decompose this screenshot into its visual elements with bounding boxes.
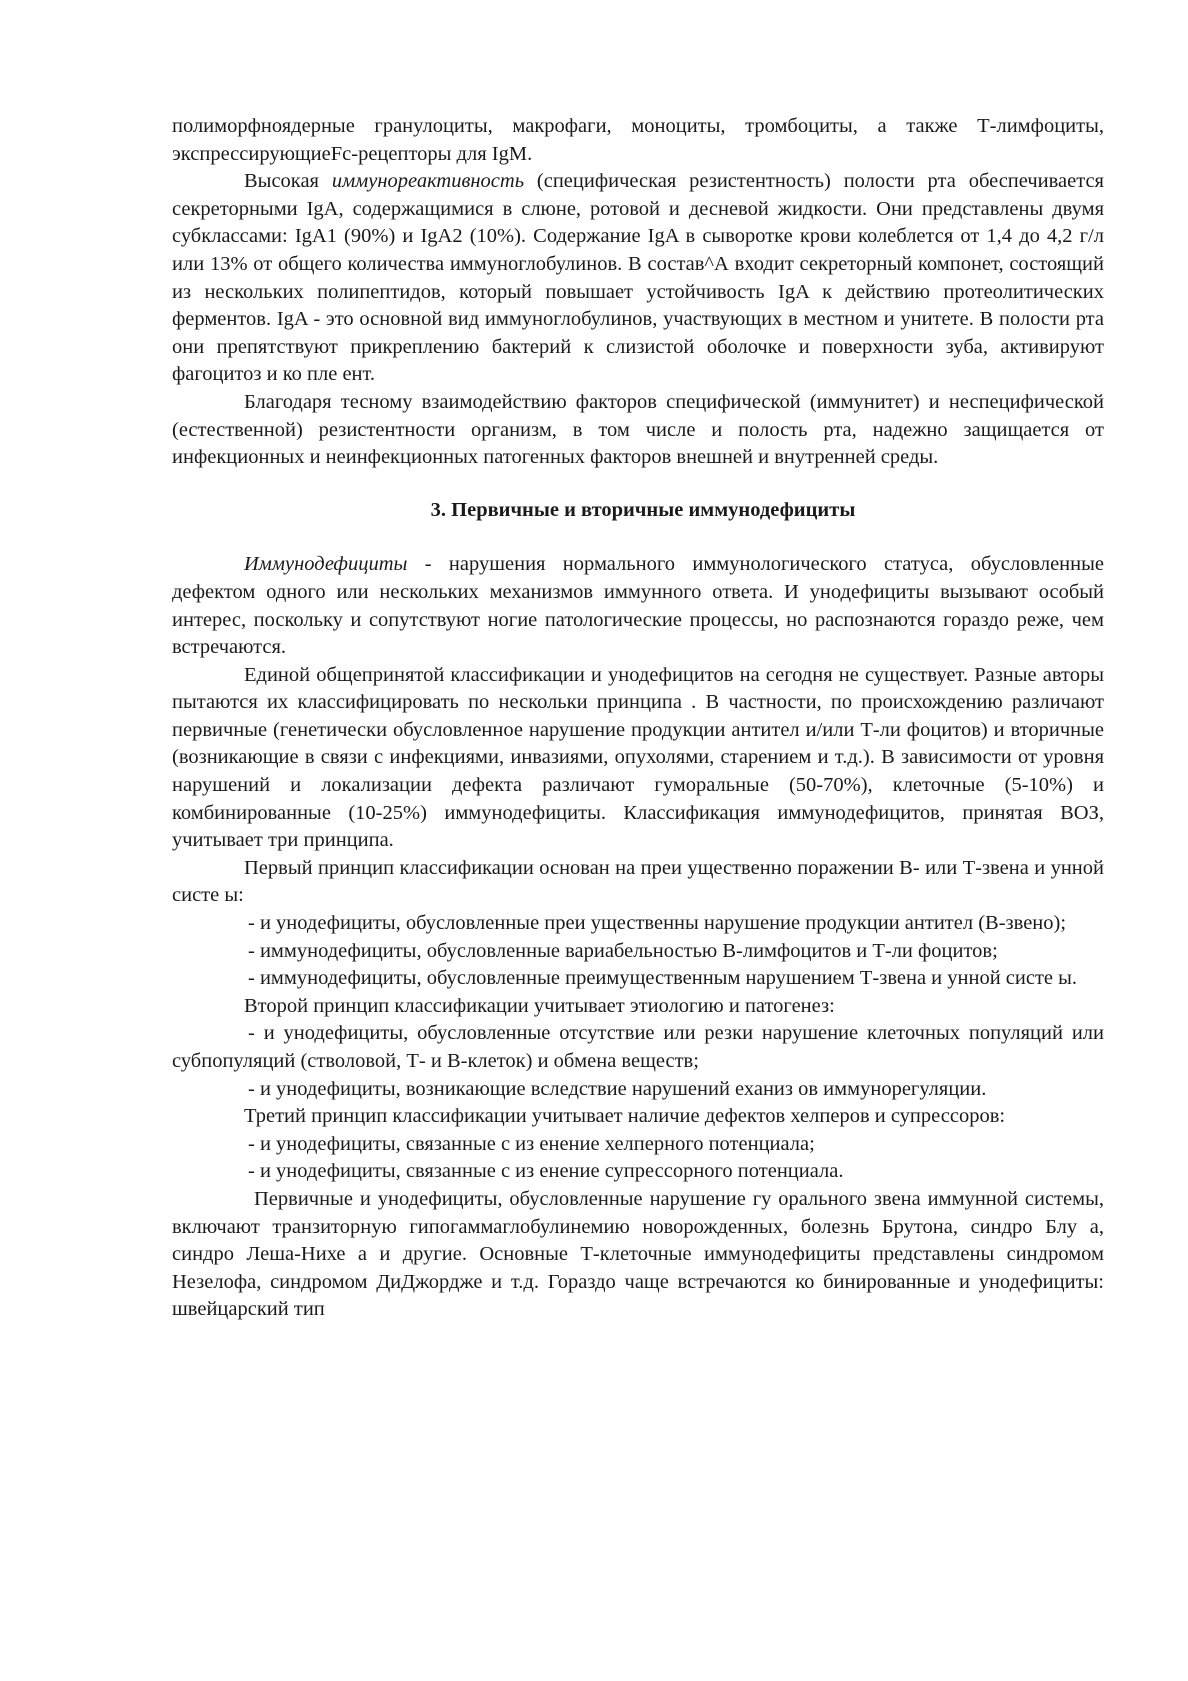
list-item: - иммунодефициты, обусловленные преимущественным нарушением Т-звена и унной систе ы.	[248, 967, 1078, 990]
paragraph-6: Первый принцип классификации основан на преи ущественно поражении В- или Т-звена и унной систе ы:	[172, 856, 1104, 907]
list-item: - иммунодефициты, обусловленные вариабельностью В-лимфоцитов и Т-ли фоцитов;	[248, 939, 998, 962]
paragraph-9: Первичные и унодефициты, обусловленные нарушение гу орального звена иммунной системы, включают транзиторную гипогаммаглобулинемию новорожденных, болезнь Брутона, синдро Блу а, синдро Леша-Нихе а и другие. Основные Т-клеточные иммунодефициты представлены синдромом Незелофа, синдромом ДиДжордже и т.д. Гораздо чаще встречаются ко бинированные и унодефициты: швейцарский тип	[172, 1187, 1104, 1321]
list-item: - и унодефициты, связанные с из енение супрессорного потенциала.	[248, 1160, 844, 1183]
list-item: - и унодефициты, связанные с из енение хелперного потенциала;	[248, 1132, 815, 1155]
paragraph-4: Иммунодефициты - нарушения нормального иммунологического статуса, обусловленные дефектом одного или нескольких механизмов иммунного ответа. И унодефициты вызывают особый интерес, поскольку и сопутствуют ногие патологические процессы, но распознаются гораздо реже, чем встречаются.	[172, 553, 1104, 659]
list-item: - и унодефициты, обусловленные отсутствие или резки нарушение клеточных популяций или субпопуляций (стволовой, Т- и В-клеток) и обмена веществ;	[172, 1022, 1104, 1072]
section-heading: 3. Первичные и вторичные иммунодефициты	[430, 498, 856, 521]
paragraph-3: Благодаря тесному взаимодействию факторов специфической (иммунитет) и неспецифической (естественной) резистентности организм, в том числе и полость рта, надежно защищается от инфекционных и неинфекционных патогенных факторов внешней и внутренней среды.	[172, 390, 1104, 469]
list-item: - и унодефициты, обусловленные преи ущественны нарушение продукции антител (В-звено);	[248, 912, 1067, 935]
document-page	[172, 113, 1104, 1324]
term-immunodeficiency: Иммунодефициты	[244, 553, 408, 576]
term-immunoreactivity: иммунореактивность	[331, 170, 525, 193]
paragraph-1: полиморфноядерные гранулоциты, макрофаги, моноциты, тромбоциты, а также Т-лимфоциты, экспрессирующиеFc-рецепторы для IgM.	[172, 115, 1104, 165]
paragraph-7: Второй принцип классификации учитывает этиологию и патогенез:	[244, 994, 835, 1017]
paragraph-2: Высокая иммунореактивность (специфическая резистентность) полости рта обеспечивается секреторными IgA, содержащимися в слюне, ротовой и десневой жидкости. Они представлены двумя субклассами: IgA1 (90%) и IgA2 (10%). Содержание IgA в сыворотке крови колеблется от 1,4 до 4,2 г/л или 13% от общего количества иммуноглобулинов. В состав^А входит секреторный компонет, состоящий из нескольких полипептидов, который повышает устойчивость IgA к действию протеолитических ферментов. IgA - это основной вид иммуноглобулинов, участвующих в местном и унитете. В полости рта они препятствуют прикреплению бактерий к слизистой оболочке и поверхности зуба, активируют фагоцитоз и ко пле ент.	[172, 170, 1104, 386]
paragraph-5: Единой общепринятой классификации и унодефицитов на сегодня не существует. Разные авторы пытаются их классифицировать по нескольки принципа . В частности, по происхождению различают первичные (генетически обусловленное нарушение продукции антител и/или Т-ли фоцитов) и вторичные (возникающие в связи с инфекциями, инвазиями, опухолями, старением и т.д.). В зависимости от уровня нарушений и локализации дефекта различают гуморальные (50-70%), клеточные (5-10%) и комбинированные (10-25%) иммунодефициты. Классификация иммунодефицитов, принятая ВОЗ, учитывает три принципа.	[172, 663, 1104, 852]
paragraph-8: Третий принцип классификации учитывает наличие дефектов хелперов и супрессоров:	[244, 1105, 1006, 1128]
list-item: - и унодефициты, возникающие вследствие нарушений еханиз ов иммунорегуляции.	[248, 1077, 987, 1100]
